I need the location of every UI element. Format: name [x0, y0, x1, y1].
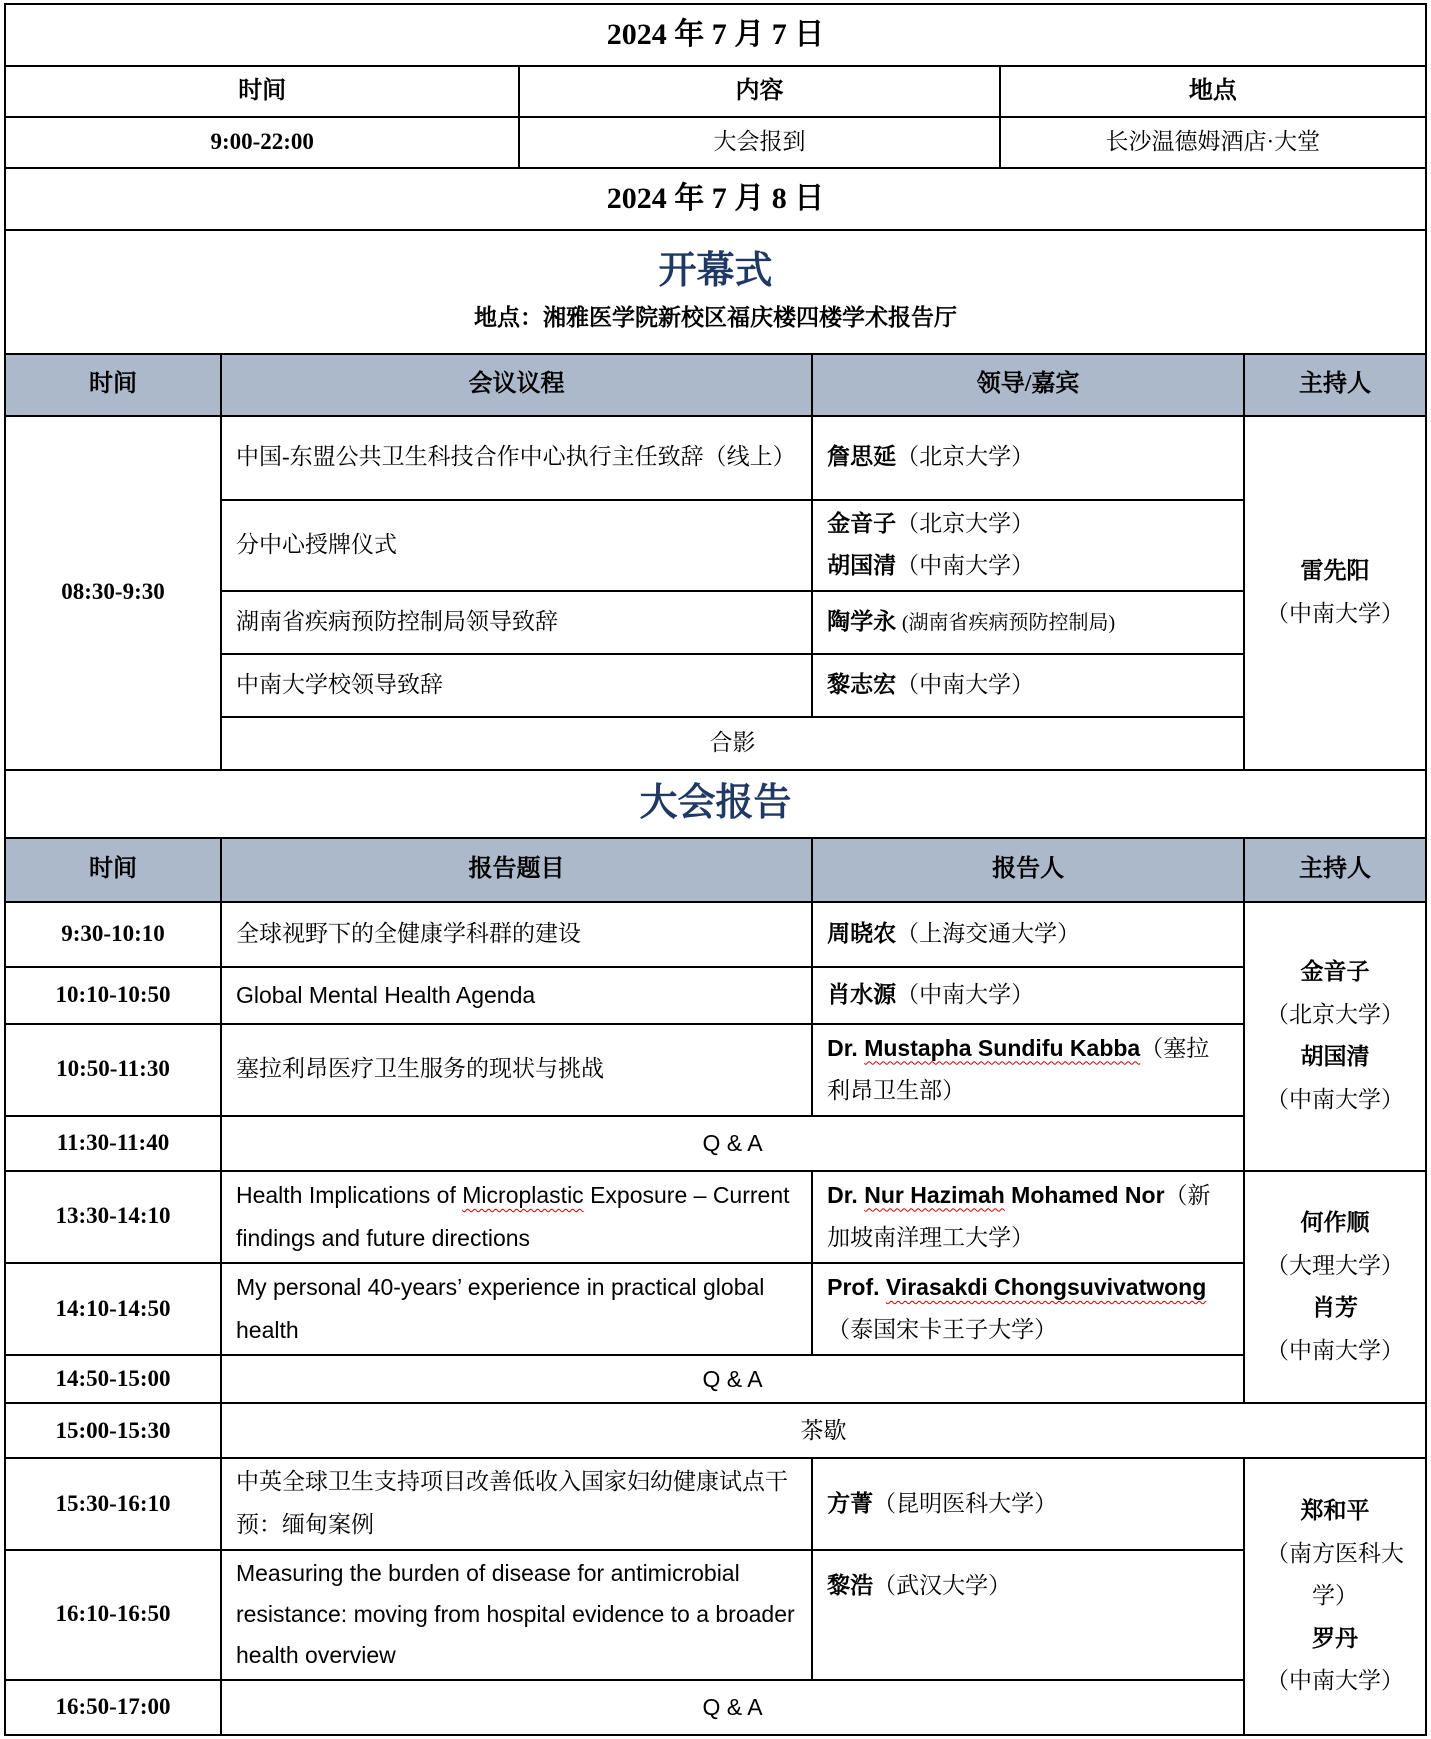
time-cell: 15:00-15:30 [5, 1403, 221, 1458]
host-affiliation: （大理大学） [1266, 1252, 1405, 1278]
time-cell: 14:10-14:50 [5, 1263, 221, 1355]
speaker-name: Dr. Nur Hazimah Mohamed Nor [827, 1181, 1165, 1208]
speaker-name: 肖水源 [827, 981, 897, 1007]
table-row [5, 1355, 1426, 1404]
speaker-affiliation: （新加坡南洋理工大学） [827, 1182, 1211, 1251]
guest-affiliation: （北京大学） [896, 444, 1035, 470]
registration-content-cell: 大会报到 [519, 117, 999, 168]
report-title-cell: My personal 40-years’ experience in practical global health [221, 1263, 812, 1355]
guest-cell [812, 591, 1244, 654]
opening-header-host: 主持人 [1244, 354, 1426, 416]
report-title-cell: 全球视野下的全健康学科群的建设 [221, 902, 812, 967]
speaker-name: Prof. Virasakdi Chongsuvivatwong [827, 1273, 1207, 1300]
speaker-cell [812, 1263, 1244, 1355]
opening-location-line [20, 298, 1411, 337]
date-header-day1: 2024 年 7 月 7 日 [5, 4, 1426, 66]
opening-title: 开幕式 [658, 250, 773, 293]
time-cell: 11:30-11:40 [5, 1116, 221, 1171]
opening-section-header [5, 230, 1426, 354]
table-row [5, 1458, 1426, 1549]
day1-table [4, 3, 1427, 355]
table-row [5, 1550, 1426, 1680]
conference-agenda-document [4, 3, 1427, 1736]
guest-name: 黎志宏 [827, 671, 897, 697]
speaker-name: 黎浩 [827, 1572, 874, 1598]
opening-time-cell: 08:30-9:30 [5, 416, 221, 770]
opening-table [4, 353, 1427, 771]
host-cell [1244, 902, 1426, 1171]
table-row [5, 902, 1426, 967]
speaker-name: 方菁 [827, 1490, 874, 1516]
break-cell: 茶歇 [221, 1403, 1426, 1458]
table-row [5, 1263, 1426, 1355]
agenda-cell: 分中心授牌仪式 [221, 500, 812, 591]
time-cell: 10:10-10:50 [5, 967, 221, 1024]
plenary-header-topic: 报告题目 [221, 838, 812, 902]
qa-cell: Q & A [221, 1355, 1244, 1404]
agenda-cell: 中南大学校领导致辞 [221, 654, 812, 717]
registration-time-cell: 9:00-22:00 [5, 117, 519, 168]
speaker-cell [812, 1171, 1244, 1263]
opening-header-agenda: 会议议程 [221, 354, 812, 416]
time-cell: 10:50-11:30 [5, 1024, 221, 1116]
agenda-cell: 中国-东盟公共卫生科技合作中心执行主任致辞（线上） [221, 416, 812, 500]
table-row [5, 1403, 1426, 1458]
plenary-section-header [5, 770, 1426, 838]
host-affiliation: （中南大学） [1266, 600, 1405, 626]
guest-name: 詹思延 [827, 444, 897, 470]
registration-location-cell: 长沙温德姆酒店·大堂 [1000, 117, 1426, 168]
host-cell [1244, 1458, 1426, 1734]
qa-cell: Q & A [221, 1680, 1244, 1735]
column-header-content: 内容 [519, 66, 999, 117]
host-cell [1244, 1171, 1426, 1404]
guest-name: 陶学永 [827, 608, 897, 634]
qa-cell: Q & A [221, 1116, 1244, 1171]
guest-affiliation: （北京大学） [896, 510, 1035, 536]
speaker-cell [812, 1024, 1244, 1116]
plenary-table [4, 769, 1427, 1736]
report-title-cell: Measuring the burden of disease for antimicrobial resistance: moving from hospital evidence to a broader health overview [221, 1550, 812, 1680]
guest-affiliation: （中南大学） [896, 671, 1035, 697]
time-cell: 9:30-10:10 [5, 902, 221, 967]
agenda-cell: 湖南省疾病预防控制局领导致辞 [221, 591, 812, 654]
speaker-affiliation: （武汉大学） [873, 1572, 1012, 1598]
speaker-affiliation: （昆明医科大学） [873, 1490, 1058, 1516]
plenary-header-host: 主持人 [1244, 838, 1426, 902]
host-name: 肖芳 [1312, 1295, 1359, 1321]
host-name: 胡国清 [1300, 1044, 1370, 1070]
table-row [5, 416, 1426, 500]
speaker-cell [812, 902, 1244, 967]
column-header-location: 地点 [1000, 66, 1426, 117]
column-header-time: 时间 [5, 66, 519, 117]
host-name: 罗丹 [1312, 1625, 1359, 1651]
plenary-title: 大会报告 [639, 781, 792, 824]
speaker-affiliation: （泰国宋卡王子大学） [827, 1317, 1058, 1343]
speaker-name: 周晓农 [827, 920, 897, 946]
plenary-header-speaker: 报告人 [812, 838, 1244, 902]
opening-header-guests: 领导/嘉宾 [812, 354, 1244, 416]
report-title-cell: 塞拉利昂医疗卫生服务的现状与挑战 [221, 1024, 812, 1116]
speaker-affiliation: （中南大学） [896, 981, 1035, 1007]
speaker-cell [812, 1458, 1244, 1549]
table-row [5, 1116, 1426, 1171]
guest-name: 胡国清 [827, 553, 897, 579]
plenary-header-time: 时间 [5, 838, 221, 902]
time-cell: 16:50-17:00 [5, 1680, 221, 1735]
time-cell: 15:30-16:10 [5, 1458, 221, 1549]
host-affiliation: （中南大学） [1266, 1668, 1405, 1694]
speaker-affiliation: （塞拉利昂卫生部） [827, 1035, 1210, 1104]
speaker-cell [812, 967, 1244, 1024]
date-header-day2: 2024 年 7 月 8 日 [5, 168, 1426, 230]
group-photo-cell: 合影 [221, 717, 1244, 770]
report-title-cell: Global Mental Health Agenda [221, 967, 812, 1024]
host-name: 金音子 [1300, 959, 1370, 985]
time-cell: 14:50-15:00 [5, 1355, 221, 1404]
table-row [5, 1680, 1426, 1735]
opening-location-value: 湘雅医学院新校区福庆楼四楼学术报告厅 [543, 304, 957, 330]
guest-cell [812, 654, 1244, 717]
speaker-affiliation: （上海交通大学） [896, 920, 1081, 946]
table-row [5, 967, 1426, 1024]
host-name: 雷先阳 [1300, 558, 1370, 583]
host-name: 郑和平 [1300, 1498, 1370, 1524]
host-affiliation: （中南大学） [1266, 1337, 1405, 1363]
report-title-cell: Health Implications of Microplastic Exposure – Current findings and future directions [221, 1171, 812, 1263]
host-affiliation: （北京大学） [1266, 1001, 1405, 1027]
table-row [5, 1171, 1426, 1263]
guest-cell [812, 500, 1244, 591]
speaker-cell [812, 1550, 1244, 1680]
host-affiliation: （南方医科大学） [1266, 1540, 1405, 1609]
guest-name: 金音子 [827, 510, 897, 536]
host-name: 何作顺 [1300, 1209, 1370, 1235]
guest-affiliation: （中南大学） [896, 553, 1035, 579]
opening-location-label: 地点： [474, 304, 543, 330]
time-cell: 16:10-16:50 [5, 1550, 221, 1680]
opening-header-time: 时间 [5, 354, 221, 416]
report-title-cell: 中英全球卫生支持项目改善低收入国家妇幼健康试点干预：缅甸案例 [221, 1458, 812, 1549]
guest-affiliation: (湖南省疾病预防控制局) [901, 611, 1116, 634]
table-row [5, 1024, 1426, 1116]
host-cell [1244, 416, 1426, 770]
time-cell: 13:30-14:10 [5, 1171, 221, 1263]
guest-cell [812, 416, 1244, 500]
host-affiliation: （中南大学） [1266, 1086, 1405, 1112]
speaker-name: Dr. Mustapha Sundifu Kabba [827, 1034, 1141, 1061]
